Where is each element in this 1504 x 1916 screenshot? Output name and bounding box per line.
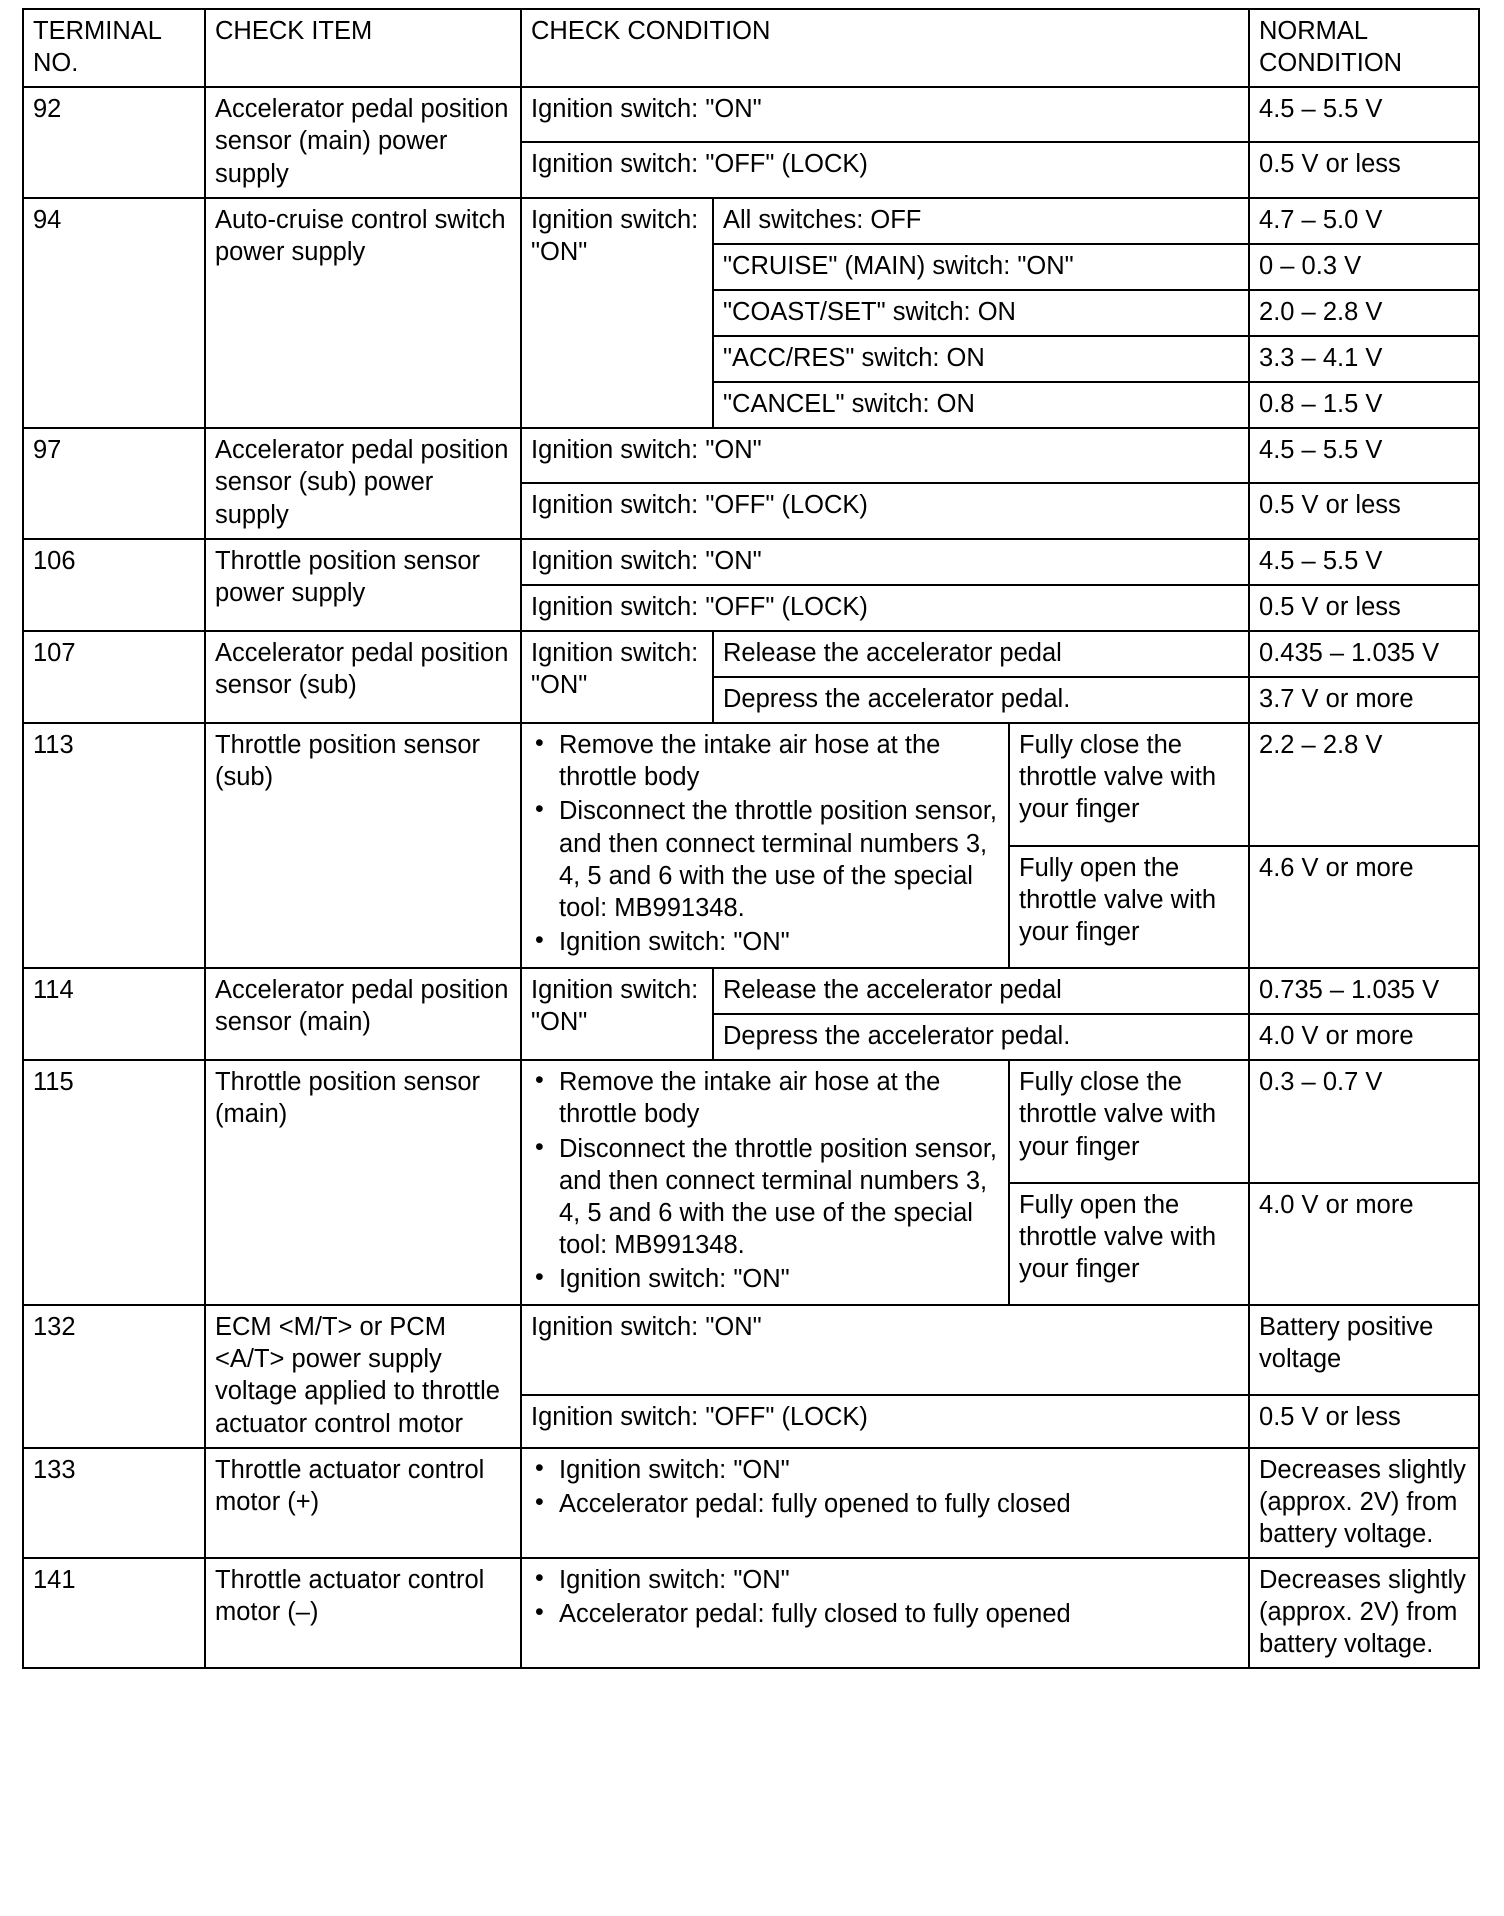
cell-check-condition: Ignition switch: "ON" (521, 87, 1249, 142)
cell-check-condition: Ignition switch: "OFF" (LOCK) (521, 483, 1249, 538)
cell-check-condition-bullets (521, 1558, 1249, 1668)
cell-check-condition-bullets (521, 723, 1009, 968)
table-row (23, 1448, 1479, 1558)
cell-terminal-no: 94 (23, 198, 205, 429)
cell-check-condition: Ignition switch: "ON" (521, 539, 1249, 585)
cell-condition-group-label: Ignition switch: "ON" (521, 631, 713, 723)
cell-normal-condition: 2.2 – 2.8 V (1249, 723, 1479, 845)
cell-normal-condition: 4.5 – 5.5 V (1249, 539, 1479, 585)
bullet-list (531, 1066, 1000, 1295)
table-row (23, 539, 1479, 585)
cell-terminal-no: 115 (23, 1060, 205, 1305)
cell-terminal-no: 107 (23, 631, 205, 723)
cell-check-condition: "COAST/SET" switch: ON (713, 290, 1249, 336)
table-row (23, 723, 1479, 845)
bullet-item: • Ignition switch: "ON" (559, 1454, 1240, 1486)
cell-normal-condition: Decreases slightly (approx. 2V) from battery voltage. (1249, 1448, 1479, 1558)
cell-check-condition: Ignition switch: "ON" (521, 428, 1249, 483)
cell-normal-condition: 3.7 V or more (1249, 677, 1479, 723)
cell-check-condition: Release the accelerator pedal (713, 631, 1249, 677)
table-row (23, 968, 1479, 1014)
cell-terminal-no: 97 (23, 428, 205, 538)
cell-check-condition: Ignition switch: "OFF" (LOCK) (521, 1395, 1249, 1448)
cell-normal-condition: 4.6 V or more (1249, 846, 1479, 968)
table-row (23, 198, 1479, 244)
cell-terminal-no: 92 (23, 87, 205, 197)
cell-terminal-no: 106 (23, 539, 205, 631)
cell-check-item: Accelerator pedal position sensor (sub) (205, 631, 521, 723)
cell-check-item: Throttle actuator control motor (+) (205, 1448, 521, 1558)
cell-normal-condition: 2.0 – 2.8 V (1249, 290, 1479, 336)
bullet-item: • Disconnect the throttle position sensor, and then connect terminal numbers 3, 4, 5 and 6 with the use of the special tool: MB991348. (559, 795, 1000, 924)
cell-check-condition: Fully open the throttle valve with your finger (1009, 846, 1249, 968)
cell-check-condition: Fully close the throttle valve with your finger (1009, 723, 1249, 845)
cell-check-condition: "CRUISE" (MAIN) switch: "ON" (713, 244, 1249, 290)
cell-check-item: Auto-cruise control switch power supply (205, 198, 521, 429)
cell-check-condition: Fully close the throttle valve with your finger (1009, 1060, 1249, 1182)
table-row (23, 1558, 1479, 1668)
bullet-item: • Accelerator pedal: fully closed to fully opened (559, 1598, 1240, 1630)
cell-terminal-no: 133 (23, 1448, 205, 1558)
cell-check-condition: All switches: OFF (713, 198, 1249, 244)
cell-check-condition: "ACC/RES" switch: ON (713, 336, 1249, 382)
bullet-item: • Remove the intake air hose at the throttle body (559, 729, 1000, 793)
cell-check-condition: Depress the accelerator pedal. (713, 677, 1249, 723)
bullet-item: • Remove the intake air hose at the throttle body (559, 1066, 1000, 1130)
cell-check-condition: "CANCEL" switch: ON (713, 382, 1249, 428)
cell-normal-condition: 0.8 – 1.5 V (1249, 382, 1479, 428)
cell-normal-condition: 0.5 V or less (1249, 142, 1479, 197)
cell-check-condition: Ignition switch: "OFF" (LOCK) (521, 585, 1249, 631)
header-normal-condition: NORMAL CONDITION (1249, 9, 1479, 87)
cell-check-condition-bullets (521, 1060, 1009, 1305)
bullet-item: • Ignition switch: "ON" (559, 1564, 1240, 1596)
cell-normal-condition: 0.5 V or less (1249, 483, 1479, 538)
table-row (23, 1060, 1479, 1182)
cell-check-item: Accelerator pedal position sensor (main) power supply (205, 87, 521, 197)
cell-check-condition: Ignition switch: "OFF" (LOCK) (521, 142, 1249, 197)
cell-normal-condition: Decreases slightly (approx. 2V) from battery voltage. (1249, 1558, 1479, 1668)
cell-check-item: Accelerator pedal position sensor (sub) power supply (205, 428, 521, 538)
cell-check-condition: Fully open the throttle valve with your finger (1009, 1183, 1249, 1305)
cell-check-item: ECM <M/T> or PCM <A/T> power supply voltage applied to throttle actuator control motor (205, 1305, 521, 1448)
cell-terminal-no: 132 (23, 1305, 205, 1448)
cell-normal-condition: 4.7 – 5.0 V (1249, 198, 1479, 244)
cell-terminal-no: 114 (23, 968, 205, 1060)
bullet-item: • Disconnect the throttle position sensor, and then connect terminal numbers 3, 4, 5 and 6 with the use of the special tool: MB991348. (559, 1133, 1000, 1262)
bullet-item: • Ignition switch: "ON" (559, 1263, 1000, 1295)
header-check-condition: CHECK CONDITION (521, 9, 1249, 87)
cell-normal-condition: 0.5 V or less (1249, 1395, 1479, 1448)
cell-terminal-no: 113 (23, 723, 205, 968)
table-row (23, 631, 1479, 677)
cell-check-item: Throttle actuator control motor (–) (205, 1558, 521, 1668)
bullet-list (531, 1564, 1240, 1630)
cell-normal-condition: Battery positive voltage (1249, 1305, 1479, 1395)
cell-normal-condition: 0 – 0.3 V (1249, 244, 1479, 290)
cell-condition-group-label: Ignition switch: "ON" (521, 198, 713, 429)
bullet-list (531, 1454, 1240, 1520)
cell-normal-condition: 4.5 – 5.5 V (1249, 87, 1479, 142)
cell-check-condition: Release the accelerator pedal (713, 968, 1249, 1014)
cell-terminal-no: 141 (23, 1558, 205, 1668)
cell-normal-condition: 0.735 – 1.035 V (1249, 968, 1479, 1014)
cell-check-condition: Depress the accelerator pedal. (713, 1014, 1249, 1060)
cell-normal-condition: 0.5 V or less (1249, 585, 1479, 631)
cell-normal-condition: 4.0 V or more (1249, 1183, 1479, 1305)
cell-check-item: Throttle position sensor (sub) (205, 723, 521, 968)
table-row (23, 1305, 1479, 1395)
cell-normal-condition: 4.5 – 5.5 V (1249, 428, 1479, 483)
bullet-list (531, 729, 1000, 958)
cell-check-condition-bullets (521, 1448, 1249, 1558)
cell-check-item: Accelerator pedal position sensor (main) (205, 968, 521, 1060)
terminal-check-table (22, 8, 1480, 1669)
header-check-item: CHECK ITEM (205, 9, 521, 87)
cell-normal-condition: 3.3 – 4.1 V (1249, 336, 1479, 382)
table-row (23, 428, 1479, 483)
cell-check-item: Throttle position sensor power supply (205, 539, 521, 631)
table-row (23, 87, 1479, 142)
bullet-item: • Accelerator pedal: fully opened to fully closed (559, 1488, 1240, 1520)
table-header-row (23, 9, 1479, 87)
cell-normal-condition: 0.435 – 1.035 V (1249, 631, 1479, 677)
cell-condition-group-label: Ignition switch: "ON" (521, 968, 713, 1060)
cell-check-condition: Ignition switch: "ON" (521, 1305, 1249, 1395)
cell-normal-condition: 4.0 V or more (1249, 1014, 1479, 1060)
cell-normal-condition: 0.3 – 0.7 V (1249, 1060, 1479, 1182)
bullet-item: • Ignition switch: "ON" (559, 926, 1000, 958)
cell-check-item: Throttle position sensor (main) (205, 1060, 521, 1305)
header-terminal-no: TERMINAL NO. (23, 9, 205, 87)
